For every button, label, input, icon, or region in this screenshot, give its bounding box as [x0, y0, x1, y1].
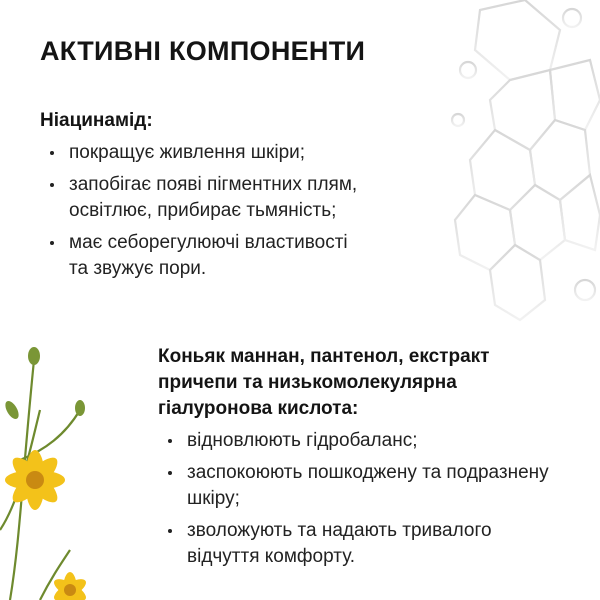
list-item-text: запобігає появі пігментних плям, освітлює, прибирає тьмяність; — [69, 174, 358, 221]
complex-ingredients-heading: Коньяк маннан, пантенол, екстракт причепи та низькомолекулярна гіалуронова кислота: — [158, 346, 490, 419]
bullet-icon — [50, 151, 54, 155]
list-item-text: має себорегулюючі властивості та звужує пори. — [69, 232, 348, 279]
list-item — [40, 230, 370, 282]
niacinamide-section — [40, 108, 370, 288]
list-item — [158, 460, 558, 512]
list-item-text: відновлюють гідробаланс; — [187, 430, 418, 451]
list-item — [158, 428, 558, 454]
bullet-icon — [50, 241, 54, 245]
complex-ingredients-benefits-list — [158, 428, 558, 570]
bullet-icon — [50, 183, 54, 187]
list-item-text: зволожують та надають тривалого відчуття комфорту. — [187, 520, 492, 567]
bullet-icon — [168, 471, 172, 475]
complex-ingredients-section — [158, 344, 558, 576]
bullet-icon — [168, 439, 172, 443]
molecular-bubbles-icon — [360, 0, 600, 340]
yellow-flowers-icon — [0, 340, 120, 600]
bullet-icon — [168, 529, 172, 533]
list-item — [40, 140, 370, 166]
niacinamide-benefits-list — [40, 140, 370, 282]
list-item — [40, 172, 370, 224]
page-title: АКТИВНІ КОМПОНЕНТИ — [40, 36, 366, 66]
niacinamide-heading: Ніацинамід: — [40, 110, 153, 131]
list-item-text: заспокоюють пошкоджену та подразнену шкіру; — [187, 462, 549, 509]
list-item-text: покращує живлення шкіри; — [69, 142, 306, 163]
list-item — [158, 518, 558, 570]
